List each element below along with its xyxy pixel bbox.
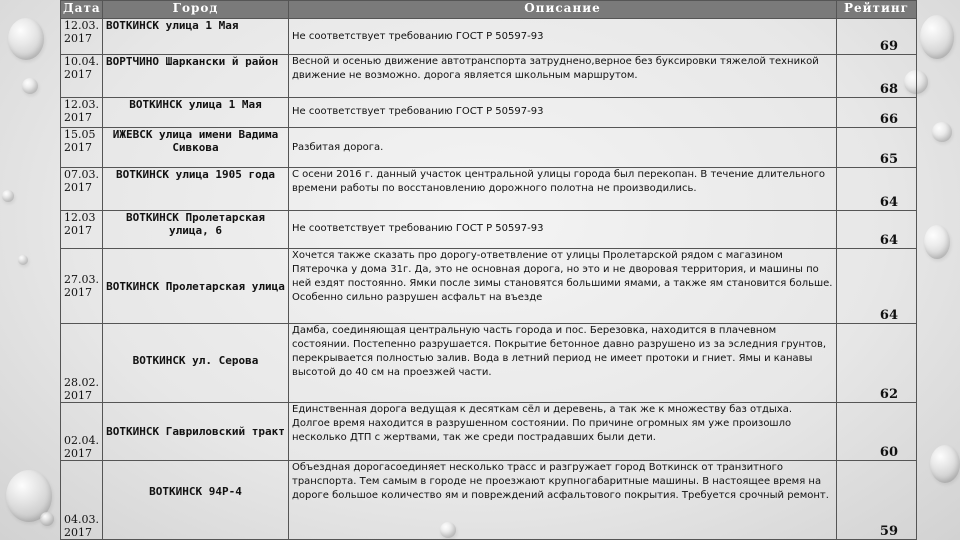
row-rating: 64 <box>837 210 917 248</box>
row-city: ВОТКИНСК улица 1905 года <box>103 168 289 210</box>
row-city: ИЖЕВСК улица имени Вадима Сивкова <box>103 128 289 168</box>
row-description: Не соответствует требованию ГОСТ Р 50597-93 <box>289 19 837 55</box>
water-drop-decoration <box>18 255 28 265</box>
row-city: ВОТКИНСК ул. Серова <box>103 323 289 402</box>
row-date: 27.03. 2017 <box>61 249 103 324</box>
row-date: 12.03. 2017 <box>61 97 103 127</box>
header-rating: Рейтинг <box>837 1 917 19</box>
header-city: Город <box>103 1 289 19</box>
table-row <box>61 210 917 248</box>
row-description: Весной и осенью движение автотранспорта затруднено,верное без буксировки тяжелой техникой движение не возможно. дорога является школьным маршрутом. <box>289 55 837 97</box>
row-description: Дамба, соединяющая центральную часть города и пос. Березовка, находится в плачевном состоянии. Постепенно разрушается. Покрытие бетонное давно разрушено из за эследния грунтов, перекрывается полностью залив. Вода в летний период не имеет протоки и гниет. Ямы и канавы высотой до 40 см на проезжей части. <box>289 323 837 402</box>
water-drop-decoration <box>22 78 38 94</box>
water-drop-decoration <box>932 122 952 142</box>
table-row <box>61 97 917 127</box>
header-description: Описание <box>289 1 837 19</box>
table-row <box>61 55 917 97</box>
row-date: 04.03. 2017 <box>61 461 103 540</box>
row-description: Объездная дорогасоединяет несколько трасс и разгружает город Воткинск от транзитного транспорта. Тем самым в городе не проезжают крупногабаритные машины. В настоящее время на дороге большое количество ям и повреждений асфальтового покрытия. Требуется срочный ремонт. <box>289 461 837 540</box>
row-date: 12.03. 2017 <box>61 19 103 55</box>
table-row <box>61 168 917 210</box>
table-header-row <box>61 1 917 19</box>
row-city: ВОТКИНСК Пролетарская улица <box>103 249 289 324</box>
row-date: 28.02. 2017 <box>61 323 103 402</box>
row-rating: 60 <box>837 402 917 461</box>
row-description: С осени 2016 г. данный участок центральной улицы города был перекопан. В течение длительного времени работы по восстановлению дорожного полотна не производились. <box>289 168 837 210</box>
table-row <box>61 249 917 324</box>
road-rating-table <box>60 0 917 540</box>
table-row <box>61 402 917 461</box>
table-row <box>61 323 917 402</box>
row-date: 15.05 2017 <box>61 128 103 168</box>
table-row <box>61 128 917 168</box>
row-date: 10.04. 2017 <box>61 55 103 97</box>
row-rating: 68 <box>837 55 917 97</box>
water-drop-decoration <box>924 225 950 259</box>
row-rating: 64 <box>837 249 917 324</box>
row-rating: 62 <box>837 323 917 402</box>
water-drop-decoration <box>920 15 954 59</box>
row-city: ВОТКИНСК 94Р-4 <box>103 461 289 540</box>
table-row <box>61 19 917 55</box>
row-description: Хочется также сказать про дорогу-ответвление от улицы Пролетарской рядом с магазином Пятерочка у дома 31г. Да, это не основная дорога, но это и не дворовая территория, и машины по ней ездят постоянно. Ямки после зимы становятся большими ямами, а также ям становится больше. Особенно сильно разрушен асфальт на въезде <box>289 249 837 324</box>
table-row <box>61 461 917 540</box>
row-description: Не соответствует требованию ГОСТ Р 50597-93 <box>289 210 837 248</box>
row-rating: 59 <box>837 461 917 540</box>
row-description: Разбитая дорога. <box>289 128 837 168</box>
water-drop-decoration <box>8 18 44 60</box>
row-city: ВОТКИНСК улица 1 Мая <box>103 97 289 127</box>
row-city: ВОТКИНСК Гавриловский тракт <box>103 402 289 461</box>
row-city: ВОТКИНСК улица 1 Мая <box>103 19 289 55</box>
row-date: 02.04. 2017 <box>61 402 103 461</box>
row-description: Единственная дорога ведущая к десяткам сёл и деревень, а так же к множеству баз отдыха. Долгое время находится в разрушенном состоянии. По причине огромных ям уже произошло несколько ДТП с жертвами, так же среди пострадавших были дети. <box>289 402 837 461</box>
row-rating: 64 <box>837 168 917 210</box>
row-rating: 69 <box>837 19 917 55</box>
row-date: 07.03. 2017 <box>61 168 103 210</box>
water-drop-decoration <box>40 512 54 526</box>
row-rating: 65 <box>837 128 917 168</box>
row-rating: 66 <box>837 97 917 127</box>
row-city: ВОТКИНСК Пролетарская улица, 6 <box>103 210 289 248</box>
row-date: 12.03 2017 <box>61 210 103 248</box>
water-drop-decoration <box>930 445 960 483</box>
water-drop-decoration <box>2 190 14 202</box>
row-city: ВОРТЧИНО Шаркански й район <box>103 55 289 97</box>
header-date: Дата <box>61 1 103 19</box>
row-description: Не соответствует требованию ГОСТ Р 50597-93 <box>289 97 837 127</box>
